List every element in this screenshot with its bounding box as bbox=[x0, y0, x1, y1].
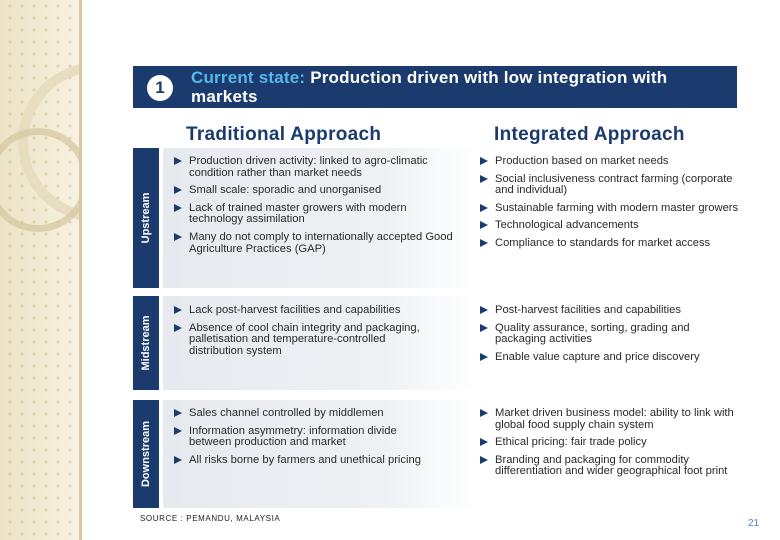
list-item: Enable value capture and price discovery bbox=[477, 352, 739, 364]
triangle-bullet-icon bbox=[174, 324, 182, 332]
triangle-bullet-icon bbox=[480, 324, 488, 332]
list-item: Many do not comply to internationally accepted Good Agriculture Practices (GAP) bbox=[171, 232, 453, 255]
integrated-list-downstream bbox=[477, 408, 739, 478]
triangle-bullet-icon bbox=[174, 157, 182, 165]
list-item: Lack post-harvest facilities and capabilities bbox=[171, 305, 421, 317]
traditional-list-upstream bbox=[171, 156, 453, 255]
stage-label-upstream: Upstream bbox=[133, 148, 159, 288]
list-item: Post-harvest facilities and capabilities bbox=[477, 305, 739, 317]
slide-header-bar bbox=[133, 66, 737, 108]
stage-label-midstream: Midstream bbox=[133, 296, 159, 390]
page-number: 21 bbox=[748, 518, 760, 529]
strip-edge bbox=[79, 0, 82, 540]
triangle-bullet-icon bbox=[480, 239, 488, 247]
list-item: Quality assurance, sorting, grading and packaging activities bbox=[477, 323, 739, 346]
triangle-bullet-icon bbox=[480, 306, 488, 314]
heading-traditional-approach: Traditional Approach bbox=[186, 124, 382, 145]
list-item: Technological advancements bbox=[477, 220, 739, 232]
triangle-bullet-icon bbox=[174, 409, 182, 417]
list-item: All risks borne by farmers and unethical pricing bbox=[171, 455, 433, 467]
triangle-bullet-icon bbox=[174, 204, 182, 212]
source-citation: SOURCE : PEMANDU, MALAYSIA bbox=[140, 514, 281, 523]
triangle-bullet-icon bbox=[174, 427, 182, 435]
list-item: Branding and packaging for commodity differentiation and wider geographical foot print bbox=[477, 455, 739, 478]
traditional-panel-downstream bbox=[163, 400, 477, 508]
title-main: Production driven with low integration with markets bbox=[191, 68, 668, 106]
stage-row-midstream bbox=[133, 296, 737, 390]
list-item: Compliance to standards for market access bbox=[477, 238, 739, 250]
triangle-bullet-icon bbox=[480, 353, 488, 361]
heading-integrated-approach: Integrated Approach bbox=[494, 124, 685, 145]
stage-row-downstream bbox=[133, 400, 737, 508]
list-item: Information asymmetry: information divide between production and market bbox=[171, 426, 433, 449]
list-item: Small scale: sporadic and unorganised bbox=[171, 185, 453, 197]
stage-label-downstream: Downstream bbox=[133, 400, 159, 508]
list-item: Absence of cool chain integrity and packaging, palletisation and temperature-controlled distribution system bbox=[171, 323, 421, 358]
list-item: Sustainable farming with modern master growers bbox=[477, 203, 739, 215]
traditional-list-downstream bbox=[171, 408, 433, 466]
integrated-panel-midstream bbox=[477, 296, 737, 390]
traditional-list-midstream bbox=[171, 305, 421, 357]
traditional-panel-midstream bbox=[163, 296, 477, 390]
triangle-bullet-icon bbox=[480, 409, 488, 417]
integrated-list-upstream bbox=[477, 156, 739, 250]
list-item: Production driven activity: linked to agro-climatic condition rather than market needs bbox=[171, 156, 453, 179]
triangle-bullet-icon bbox=[174, 186, 182, 194]
triangle-bullet-icon bbox=[480, 204, 488, 212]
title-accent: Current state: bbox=[191, 68, 306, 87]
integrated-list-midstream bbox=[477, 305, 739, 363]
triangle-bullet-icon bbox=[480, 175, 488, 183]
traditional-panel-upstream bbox=[163, 148, 477, 288]
triangle-bullet-icon bbox=[480, 221, 488, 229]
list-item: Lack of trained master growers with modern technology assimilation bbox=[171, 203, 453, 226]
decorative-arc bbox=[0, 128, 82, 232]
list-item: Ethical pricing: fair trade policy bbox=[477, 437, 739, 449]
stage-row-upstream bbox=[133, 148, 737, 288]
list-item: Sales channel controlled by middlemen bbox=[171, 408, 433, 420]
integrated-panel-downstream bbox=[477, 400, 737, 508]
slide-title bbox=[191, 68, 731, 106]
triangle-bullet-icon bbox=[480, 456, 488, 464]
decorative-side-strip bbox=[0, 0, 82, 540]
step-number-badge: 1 bbox=[147, 75, 173, 101]
triangle-bullet-icon bbox=[174, 306, 182, 314]
list-item: Production based on market needs bbox=[477, 156, 739, 168]
triangle-bullet-icon bbox=[480, 438, 488, 446]
integrated-panel-upstream bbox=[477, 148, 737, 288]
triangle-bullet-icon bbox=[174, 233, 182, 241]
triangle-bullet-icon bbox=[174, 456, 182, 464]
triangle-bullet-icon bbox=[480, 157, 488, 165]
list-item: Market driven business model: ability to link with global food supply chain system bbox=[477, 408, 739, 431]
list-item: Social inclusiveness contract farming (corporate and individual) bbox=[477, 174, 739, 197]
